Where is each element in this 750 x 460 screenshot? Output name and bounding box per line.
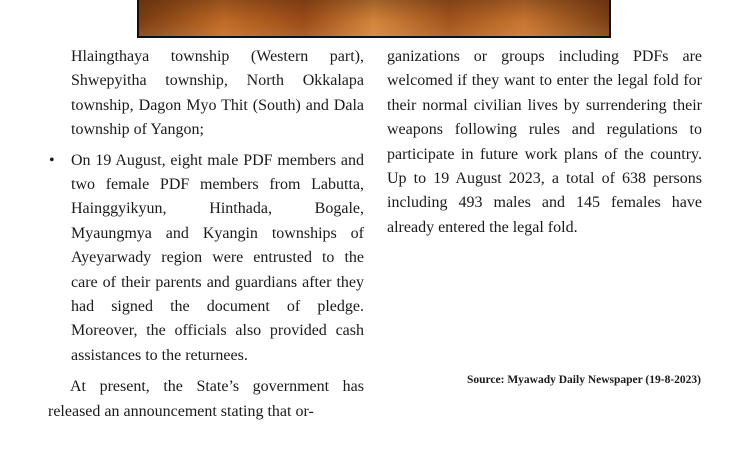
source-credit: Source: Myawady Daily Newspaper (19-8-2023) xyxy=(466,374,701,386)
body-paragraph: At present, the State’s government has released an announcement stating that or- xyxy=(48,378,364,420)
top-photo xyxy=(137,0,611,38)
bullet-list-item xyxy=(48,149,364,369)
bullet-text: On 19 August, eight male PDF members and two female PDF members from Labutta, Hainggyikyun, Hinthada, Bogale, Myaungmya and Kyangin townships of Ayeyarwady region were entrusted to the care of their parents and guardians after they had signed the document of pledge. Moreover, the officials also provided cash assistances to the returnees. xyxy=(71,151,364,364)
continued-list-item: Hlaingthaya township (Western part), Shwepyitha township, North Okkalapa township, Dagon Myo Thit (South) and Dala township of Yangon; xyxy=(71,48,364,139)
body-paragraph-continued: ganizations or groups including PDFs are welcomed if they want to enter the legal fold for their normal civilian lives by surrendering their weapons following rules and regulations to participate in future work plans of the country. Up to 19 August 2023, a total of 638 persons including 493 males and 145 females have already entered the legal fold. xyxy=(387,48,702,236)
photo-shading xyxy=(139,0,609,36)
right-column xyxy=(387,45,702,240)
left-column xyxy=(48,45,364,424)
bullet-marker: • xyxy=(49,151,55,169)
